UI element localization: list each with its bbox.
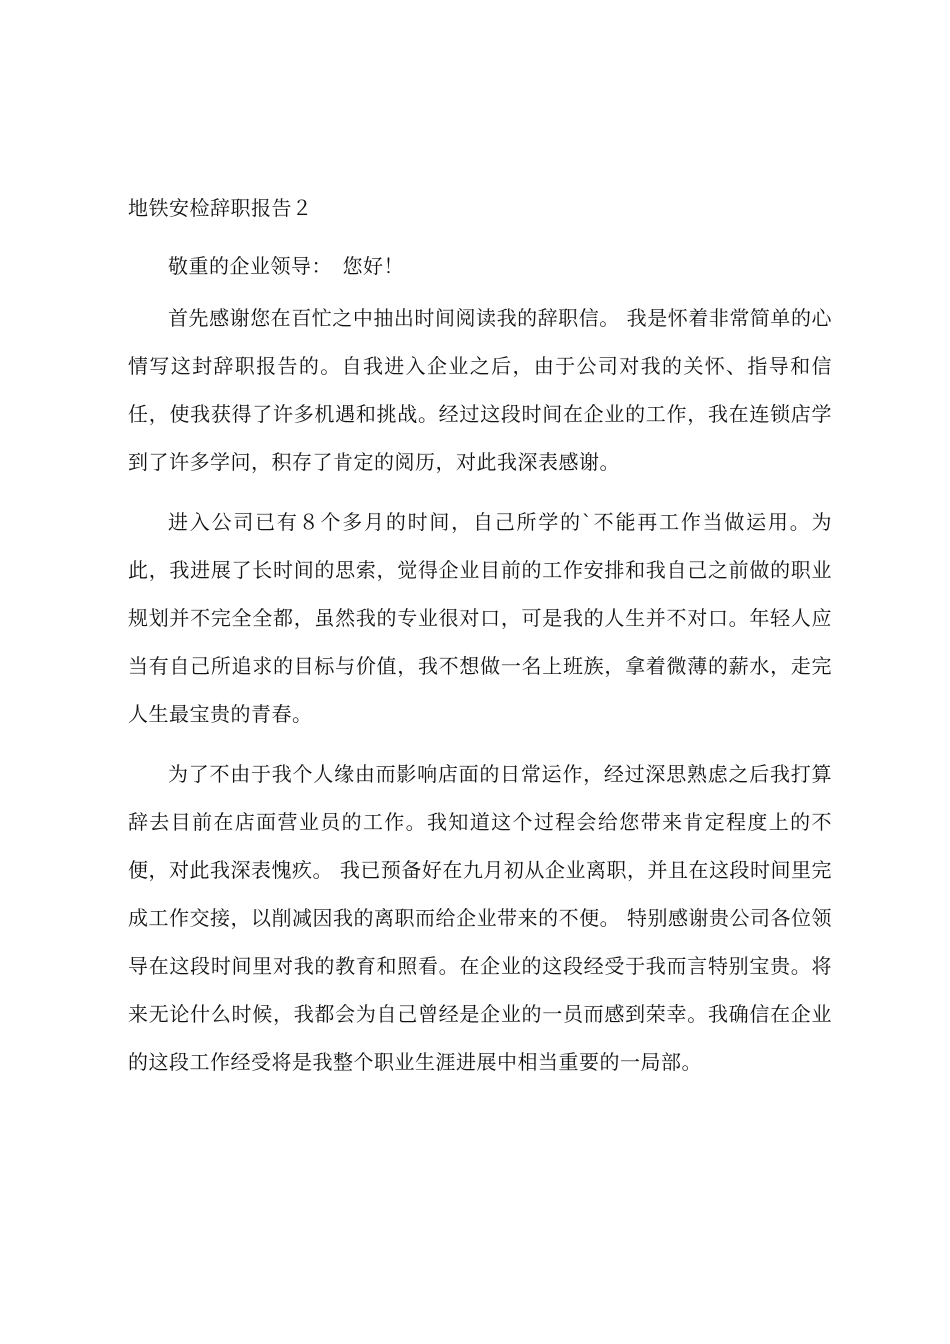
document-title: 地铁安检辞职报告２ — [128, 196, 313, 220]
document-body — [128, 186, 832, 1086]
paragraph-3: 为了不由于我个人缘由而影响店面的日常运作，经过深思熟虑之后我打算辞去目前在店面营业员的工作。我知道这个过程会给您带来肯定程度上的不便，对此我深表愧疚。 我已预备好在九月初从企业离职，并且在这段时间里完成工作交接，以削减因我的离职而给企业带来的不便。 特别感谢贵公司各位领导在这段时间里对我的教育和照看。在企业的这段经受于我而言特别宝贵。将来无论什么时候，我都会为自己曾经是企业的一员而感到荣幸。我确信在企业的这段工作经受将是我整个职业生涯进展中相当重要的一局部。 — [128, 762, 832, 1074]
paragraph-1: 首先感谢您在百忙之中抽出时间阅读我的辞职信。 我是怀着非常简单的心情写这封辞职报告的。自我进入企业之后，由于公司对我的关怀、指导和信任，使我获得了许多机遇和挑战。经过这段时间在企业的工作，我在连锁店学到了许多学问，积存了肯定的阅历，对此我深表感谢。 — [128, 306, 832, 474]
paragraph-2: 进入公司已有８个多月的时间，自己所学的`不能再工作当做运用。为此，我进展了长时间的思索，觉得企业目前的工作安排和我自己之前做的职业规划并不完全全都，虽然我的专业很对口，可是我的人生并不对口。年轻人应当有自己所追求的目标与价值，我不想做一名上班族，拿着微薄的薪水，走完人生最宝贵的青春。 — [128, 510, 832, 726]
salutation: 敬重的企业领导： 您好！ — [168, 254, 404, 278]
